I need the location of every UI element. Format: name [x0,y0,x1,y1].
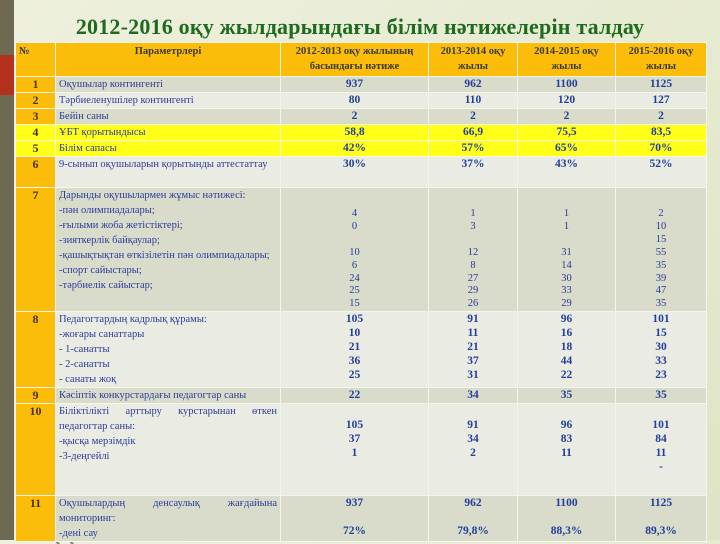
value-line: 27 [467,272,479,284]
value-cell-year-4 [616,404,707,496]
value-line: 11 [655,447,667,460]
row-number: 6 [16,157,56,188]
value-line [521,510,612,524]
value-line: 10 [349,246,360,258]
parameter-line: -дені сау [59,528,98,540]
value-line: 11 [467,327,479,340]
value-line: 2 [470,447,476,460]
value-line: 35 [655,259,667,271]
value-cell-year-1: 80 [281,93,429,109]
value-cell-year-1 [281,312,429,388]
value-line: 3 [470,220,476,232]
value-line: 15 [655,327,667,340]
parameter-line: Біліктілікті арттыру курстарынан өткен педагогтар саны: [59,406,277,433]
table-row [16,77,707,93]
value-line: 47 [655,285,667,297]
table-row [16,496,707,542]
value-cell-year-2: 57% [429,141,518,157]
value-line: 4 [351,208,358,219]
value-line: 84 [655,433,667,446]
value-line: 29 [467,285,479,297]
value-cell-year-2 [429,312,518,388]
value-line [284,234,425,247]
value-line: 0 [351,220,358,232]
value-cell-year-4: 83,5 [616,125,707,141]
value-line [432,510,514,524]
row-parameter: ҰБТ қорытындысы [56,125,281,141]
value-line: 91 [467,313,479,326]
row-parameter [56,496,281,542]
value-cell-year-2: 66,9 [429,125,518,141]
value-cell-year-3 [518,188,616,312]
header-num: № [16,43,56,77]
value-cell-year-2 [429,188,518,312]
value-cell-year-3 [518,312,616,388]
value-line: 91 [467,419,479,432]
value-cell-year-2: 110 [429,93,518,109]
table-row [16,157,707,188]
row-parameter [56,188,281,312]
value-cell-year-4: 35 [616,388,707,404]
value-line: 21 [348,341,361,354]
value-cell-year-3: 120 [518,93,616,109]
value-line: 22 [560,369,573,382]
value-line: 30 [655,341,667,354]
value-cell-year-1 [281,404,429,496]
value-line: 1 [351,447,358,460]
value-line: 1125 [649,497,673,510]
parameter-line: - 2-санатты [59,359,110,371]
value-line: 25 [348,369,361,382]
value-line: 31 [467,369,479,382]
value-line: 33 [561,285,572,297]
value-cell-year-1 [281,188,429,312]
parameter-line: -пән олимпиадалары; [59,205,155,216]
value-line: 33 [655,355,667,368]
value-cell-year-3: 75,5 [518,125,616,141]
value-line: 83 [560,433,573,446]
value-cell-year-3 [518,496,616,542]
value-line: 12 [467,246,479,258]
row-parameter: Білім сапасы [56,141,281,157]
value-cell-year-4 [616,312,707,388]
value-cell-year-4: 70% [616,141,707,157]
value-cell-year-1: 30% [281,157,429,188]
value-line [284,510,425,524]
value-line: 72% [343,525,366,538]
value-line: 26 [467,298,479,310]
value-line: 29 [561,298,572,310]
value-line: 30 [561,272,572,284]
value-cell-year-3: 1100 [518,77,616,93]
parameter-line: - санаты жоқ [59,374,117,386]
value-line: - [659,461,663,474]
parameter-line: -ғылыми жоба жетістіктері; [59,220,183,231]
row-parameter: Оқушылар контингенті [56,77,281,93]
value-cell-year-2: 34 [429,388,518,404]
value-line: 962 [464,497,482,510]
table-row [16,141,707,157]
table-row [16,312,707,388]
value-line: 31 [561,246,572,258]
parameter-line: -жоғары санаттары [59,329,145,341]
row-parameter: Тәрбиеленушілер контингенті [56,93,281,109]
value-cell-year-4: 127 [616,93,707,109]
value-line: 101 [652,313,670,326]
value-line: 23 [655,369,667,382]
value-line: 37 [348,433,361,446]
value-line: 34 [467,433,479,446]
parameter-line: -3-деңгейлі [59,451,110,463]
row-number: 4 [16,125,56,141]
row-parameter: 9-сынып оқушыларын қорытынды аттестаттау [56,157,281,188]
parameter-line: -қашықтықтан өткізілетін пән олимпиадалары; [59,250,270,261]
value-line: 96 [560,419,573,432]
value-line: 14 [561,259,572,271]
parameter-line: -спорт сайыстары; [59,265,142,276]
value-line: 8 [470,259,476,271]
value-line: 101 [652,419,670,432]
value-cell-year-2: 2 [429,109,518,125]
value-line: 79,8% [457,525,489,538]
value-line: 25 [349,285,360,297]
parameter-line: Дарынды оқушылармен жұмыс нәтижесі: [59,190,246,201]
parameter-line: -зияткерлік байқаулар; [59,235,160,246]
page-title: 2012-2016 оқу жылдарындағы білім нәтижелерін талдау [75,14,645,39]
row-number: 10 [16,404,56,496]
value-line: 1100 [555,497,578,510]
value-cell-year-2: 962 [429,77,518,93]
row-parameter [56,312,281,388]
value-line [521,234,612,247]
table-row [16,109,707,125]
value-line: 15 [349,298,360,310]
row-number: 9 [16,388,56,404]
value-line: 105 [345,419,364,432]
row-number: 8 [16,312,56,388]
header-2013-2014: 2013-2014 оқу жылы [429,43,518,77]
parameter-line: Педагогтардың кадрлық құрамы: [59,314,207,326]
value-cell-year-1 [281,496,429,542]
row-number: 11 [16,496,56,542]
value-line: 89,3% [645,525,677,538]
value-line: 15 [655,233,667,245]
row-number: 3 [16,109,56,125]
parameter-line: -тәрбиелік сайыстар; [59,280,153,291]
value-line: 18 [560,341,573,354]
value-line: 11 [561,447,572,460]
header-row [16,43,707,77]
value-cell-year-3: 43% [518,157,616,188]
value-cell-year-1: 937 [281,77,429,93]
value-cell-year-1: 2 [281,109,429,125]
value-line: 105 [345,313,364,326]
red-accent-block [0,55,14,95]
table-row [16,404,707,496]
value-line [619,510,703,524]
value-line: 37 [467,355,479,368]
value-cell-year-2 [429,404,518,496]
value-line: 36 [348,355,361,368]
value-line [432,234,514,247]
value-cell-year-4 [616,188,707,312]
header-2012-2013: 2012-2013 оқу жылының басындағы нәтиже [281,43,429,77]
value-cell-year-1: 58,8 [281,125,429,141]
row-number: 2 [16,93,56,109]
value-line: 96 [560,313,573,326]
table-row [16,93,707,109]
value-line: 55 [655,246,667,258]
value-line: 88,3% [550,525,583,538]
results-table [15,42,707,542]
row-parameter: Бейін саны [56,109,281,125]
table-row [16,188,707,312]
table-row [16,388,707,404]
row-parameter: Кәсіптік конкурстардағы педагогтар саны [56,388,281,404]
header-2014-2015: 2014-2015 оқу жылы [518,43,616,77]
value-cell-year-4 [616,496,707,542]
value-line: 937 [345,497,364,510]
value-line: 6 [351,259,358,271]
row-number: 7 [16,188,56,312]
value-cell-year-3: 35 [518,388,616,404]
value-line: 1 [563,208,570,219]
value-line: 16 [560,327,573,340]
row-number: 1 [16,77,56,93]
value-line: 39 [655,272,667,284]
value-cell-year-1: 42% [281,141,429,157]
value-cell-year-4: 1125 [616,77,707,93]
value-cell-year-3: 65% [518,141,616,157]
value-line: 10 [655,220,667,232]
value-line: 1 [563,220,570,232]
value-cell-year-4: 52% [616,157,707,188]
value-line: 21 [467,341,479,354]
value-cell-year-3 [518,404,616,496]
value-line: 35 [655,298,667,310]
value-cell-year-2: 37% [429,157,518,188]
value-line: 1 [470,208,476,219]
header-param: Параметрлері [56,43,281,77]
parameter-line: -қысқа мерзімдік [59,436,136,448]
value-cell-year-1: 22 [281,388,429,404]
header-2015-2016: 2015-2016 оқу жылы [616,43,707,77]
parameter-line: Оқушылардың денсаулық жағдайына мониторинг: [59,498,277,525]
value-cell-year-3: 2 [518,109,616,125]
row-parameter [56,404,281,496]
value-line: 44 [560,355,573,368]
value-cell-year-2 [429,496,518,542]
parameter-line: - 1-санатты [59,344,110,356]
row-number: 5 [16,141,56,157]
value-line: 2 [658,208,664,219]
value-cell-year-4: 2 [616,109,707,125]
table-row [16,125,707,141]
value-line: 24 [349,272,360,284]
value-line: 10 [348,327,361,340]
